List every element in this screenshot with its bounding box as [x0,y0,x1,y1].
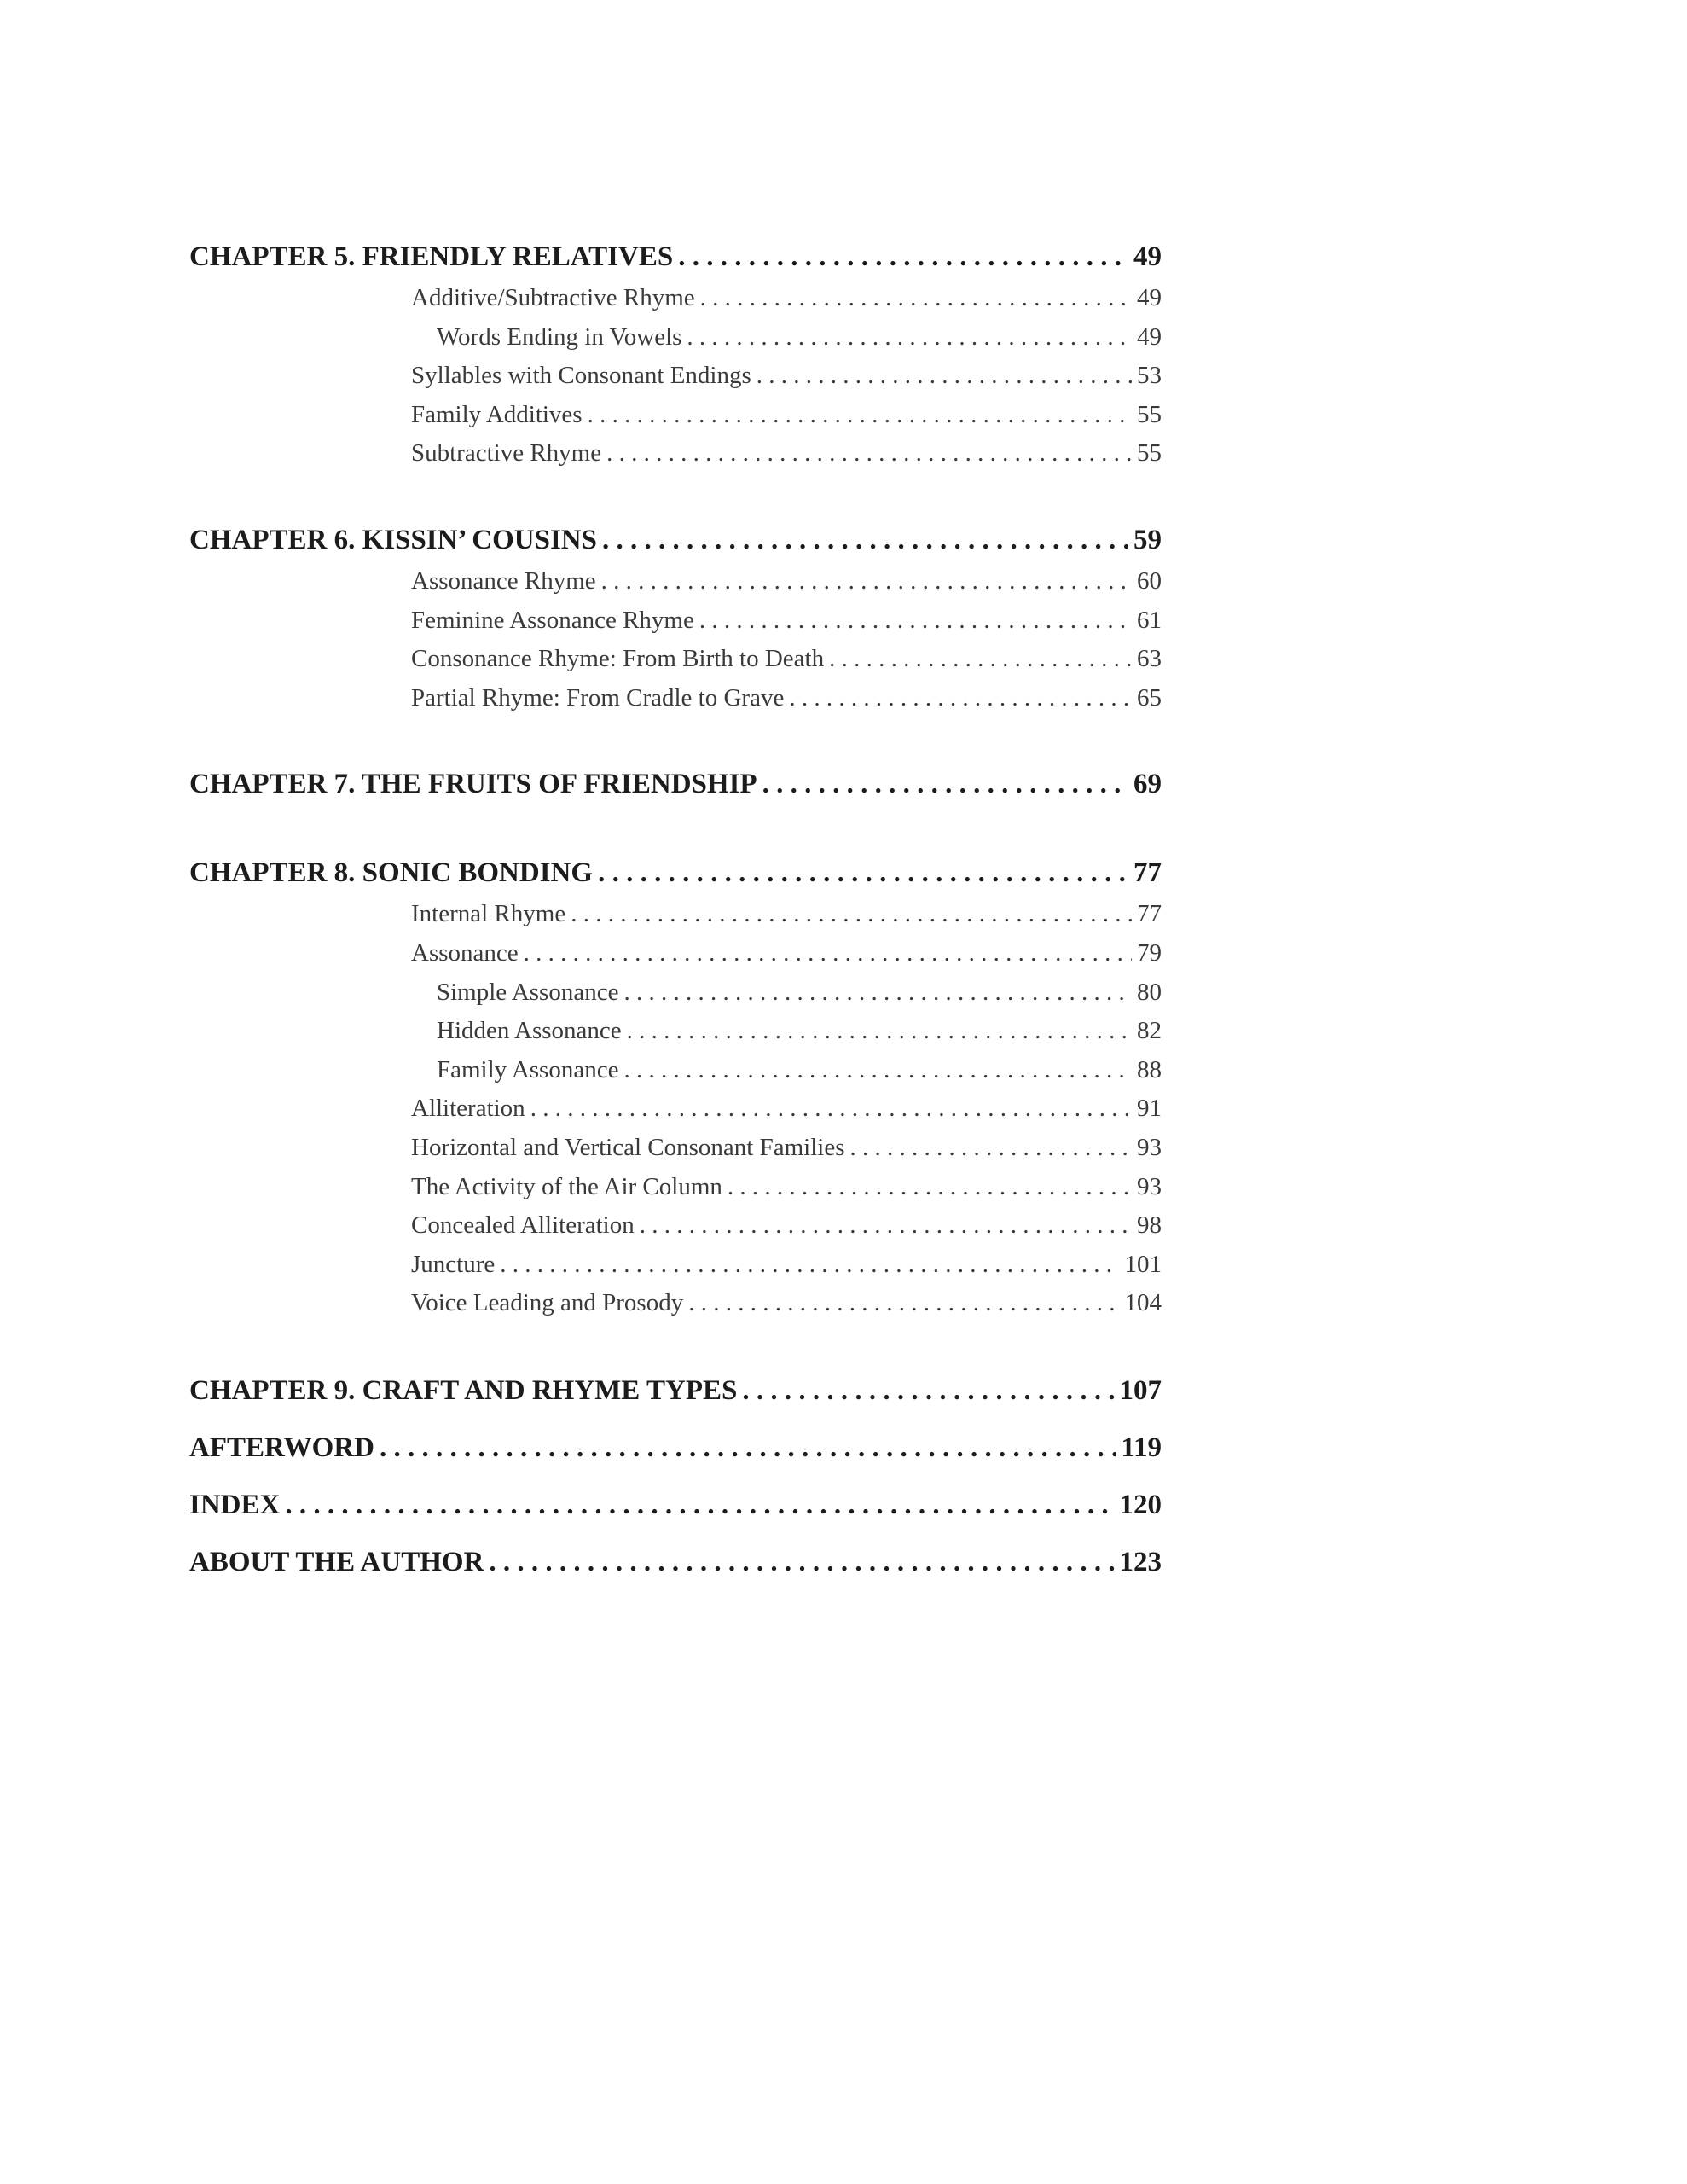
toc-section-entry[interactable] [189,396,1162,435]
toc-entry-title: Subtractive Rhyme [411,439,602,468]
toc-section-entry[interactable] [189,279,1162,318]
toc-section-entry[interactable] [189,1206,1162,1246]
toc-section-entry[interactable] [189,679,1162,718]
toc-entry-title: AFTERWORD [189,1432,375,1463]
toc-entry-title: INDEX [189,1489,281,1520]
toc-entry-title: Hidden Assonance [437,1017,622,1045]
dot-leader [601,562,1132,601]
toc-entry-title: Voice Leading and Prosody [411,1289,684,1317]
dot-leader [687,318,1132,357]
toc-section-entry[interactable] [189,601,1162,641]
toc-section-entry[interactable] [189,640,1162,679]
toc-page-number: 82 [1137,1017,1162,1045]
toc-page-number: 61 [1137,606,1162,634]
toc-entry-title: Syllables with Consonant Endings [411,362,751,390]
toc-page-number: 55 [1137,439,1162,468]
chapter-heading[interactable] [189,235,1162,279]
toc-section-entry[interactable] [189,1246,1162,1285]
chapter-heading[interactable] [189,762,1162,806]
dot-leader [757,357,1132,396]
toc-subsection-entry[interactable] [189,973,1162,1013]
dot-leader [699,601,1132,641]
backmatter-heading[interactable] [189,1477,1162,1534]
backmatter-heading[interactable] [189,1534,1162,1591]
dot-leader [285,1477,1114,1534]
toc-entry-title: Horizontal and Vertical Consonant Families [411,1133,845,1161]
toc-page-number: 93 [1137,1172,1162,1200]
dot-leader [849,1129,1132,1168]
toc-page-number: 77 [1133,857,1162,889]
toc-page-number: 49 [1137,284,1162,311]
toc-page-number: 123 [1119,1546,1162,1577]
toc-entry-title: CHAPTER 7. THE FRUITS OF FRIENDSHIP [189,769,757,800]
dot-leader [500,1246,1119,1285]
toc-section-entry[interactable] [189,1089,1162,1129]
chapter-block [189,762,1162,806]
toc-entry-title: CHAPTER 5. FRIENDLY RELATIVES [189,241,674,272]
toc-page-number: 60 [1137,566,1162,595]
toc-entry-title: Alliteration [411,1095,525,1123]
toc-entry-title: ABOUT THE AUTHOR [189,1546,484,1577]
toc-section-entry[interactable] [189,562,1162,601]
chapter-heading[interactable] [189,518,1162,562]
toc-page-number: 93 [1137,1133,1162,1161]
toc-entry-title: CHAPTER 6. KISSIN’ COUSINS [189,524,597,555]
toc-section-entry[interactable] [189,934,1162,973]
backmatter-block [189,1362,1162,1591]
dot-leader [623,973,1132,1013]
dot-leader [530,1089,1132,1129]
toc-page-number: 98 [1137,1211,1162,1240]
dot-leader [602,518,1128,562]
dot-leader [606,434,1132,473]
toc-page-number: 59 [1133,524,1162,555]
toc-page-number: 49 [1133,241,1162,272]
toc-entry-title: Feminine Assonance Rhyme [411,606,694,634]
dot-leader [700,279,1132,318]
toc-section-entry[interactable] [189,357,1162,396]
toc-entry-title: The Activity of the Air Column [411,1172,722,1200]
toc-entry-title: CHAPTER 8. SONIC BONDING [189,857,594,889]
toc-page-number: 107 [1119,1374,1162,1406]
toc-entry-title: Family Assonance [437,1055,619,1083]
toc-entry-title: Juncture [411,1250,496,1278]
toc-page-number: 65 [1137,683,1162,712]
dot-leader [789,679,1132,718]
dot-leader [829,640,1132,679]
toc-page-number: 69 [1133,769,1162,800]
toc-page-number: 91 [1137,1095,1162,1123]
dot-leader [762,762,1128,806]
chapter-block [189,851,1162,1323]
toc-section-entry[interactable] [189,895,1162,934]
toc-entry-title: Internal Rhyme [411,900,566,928]
toc-entry-title: Assonance Rhyme [411,566,596,595]
toc-page-number: 79 [1137,938,1162,967]
dot-leader [678,235,1128,279]
toc-entry-title: Words Ending in Vowels [437,322,682,351]
toc-page-number: 77 [1137,900,1162,928]
toc-page-number: 49 [1137,322,1162,351]
chapter-block [189,235,1162,473]
chapter-block [189,518,1162,717]
toc-section-entry[interactable] [189,434,1162,473]
toc-page-number: 104 [1124,1289,1162,1317]
toc-section-entry[interactable] [189,1168,1162,1207]
dot-leader [571,895,1132,934]
toc-page-number: 63 [1137,645,1162,673]
toc-entry-title: CHAPTER 9. CRAFT AND RHYME TYPES [189,1374,738,1406]
toc-page-number: 80 [1137,978,1162,1006]
toc-entry-title: Consonance Rhyme: From Birth to Death [411,645,825,673]
dot-leader [688,1284,1119,1323]
toc-entry-title: Additive/Subtractive Rhyme [411,284,695,311]
toc-entry-title: Partial Rhyme: From Cradle to Grave [411,683,785,712]
dot-leader [623,1051,1132,1090]
toc-entry-title: Simple Assonance [437,978,619,1006]
toc-entry-title: Family Additives [411,400,583,428]
dot-leader [524,934,1132,973]
dot-leader [728,1168,1132,1207]
toc-page-number: 88 [1137,1055,1162,1083]
dot-leader [588,396,1132,435]
table-of-contents [189,235,1162,1591]
toc-section-entry[interactable] [189,1284,1162,1323]
toc-page-number: 120 [1119,1489,1162,1520]
dot-leader [598,851,1128,895]
chapter-heading[interactable] [189,851,1162,895]
toc-entry-title: Concealed Alliteration [411,1211,635,1240]
toc-subsection-entry[interactable] [189,1051,1162,1090]
dot-leader [489,1534,1114,1591]
dot-leader [627,1012,1132,1051]
toc-entry-title: Assonance [411,938,519,967]
backmatter-heading[interactable] [189,1420,1162,1477]
dot-leader [742,1362,1114,1420]
dot-leader [380,1420,1116,1477]
toc-subsection-entry[interactable] [189,318,1162,357]
toc-section-entry[interactable] [189,1129,1162,1168]
toc-page-number: 119 [1121,1432,1162,1463]
toc-page-number: 101 [1124,1250,1162,1278]
backmatter-heading[interactable] [189,1362,1162,1420]
toc-page-number: 53 [1137,362,1162,390]
toc-subsection-entry[interactable] [189,1012,1162,1051]
dot-leader [640,1206,1132,1246]
toc-page-number: 55 [1137,400,1162,428]
